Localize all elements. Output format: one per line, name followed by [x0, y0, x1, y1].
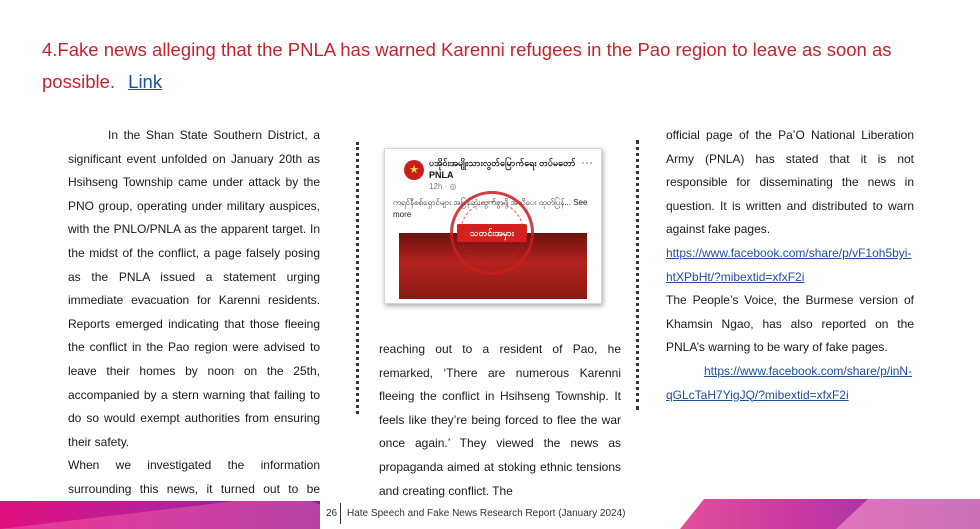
paragraph: official page of the Pa’O National Liberation Army (PNLA) has stated that it is not responsible for disseminating the news in question. It is written and distributed to warn against fake pages. — [666, 128, 914, 237]
text-column-right — [666, 124, 914, 407]
paragraph: In the Shan State Southern District, a significant event unfolded on January 20th as Hsihseng Township came under attack by the PNO group, operating under military auspices, with the PNLO/PNLA as the apparent target. In the midst of the conflict, a page falsely posing as the PNLA issued a statement urging immediate evacuation for Karenni residents. Reports emerged indicating that those fleeing the conflict in the Pao region were advised to leave their homes by noon on the 25th, accompanied by a stern warning that failing to do so would exempt authorities from ensuring their safety. — [68, 128, 320, 449]
fake-news-stamp — [450, 191, 534, 275]
section-heading — [42, 34, 942, 98]
source-link[interactable]: Link — [128, 71, 163, 92]
page-number: 26 — [326, 508, 338, 519]
column-divider — [636, 140, 639, 410]
post-time: 12h · ◎ — [429, 182, 457, 191]
column-divider — [356, 142, 359, 414]
post-page-name — [429, 157, 575, 181]
text-column-middle — [379, 338, 621, 503]
more-options-icon: ··· — [581, 155, 593, 169]
paragraph: When we investigated the information surrounding this news, it turned out to be — [68, 458, 320, 496]
facebook-link[interactable]: https://www.facebook.com/share/p/vF1oh5byi-htXPbHt/?mibextid=xfxF2i — [666, 245, 912, 284]
paragraph: The People’s Voice, the Burmese version of Khamsin Ngao, has also reported on the PNLA’s warning to be wary of fake pages. — [666, 293, 914, 355]
text-column-left — [68, 124, 320, 525]
heading-text: 4.Fake news alleging that the PNLA has warned Karenni refugees in the Pao region to leave as soon as possible. — [42, 39, 892, 92]
report-title: Hate Speech and Fake News Research Report (January 2024) — [347, 508, 626, 519]
post-caption: ကရင်နီစစ်ရှောင်များ အမြန်ဆုံးထွက်ခွာဖို့ အသိပေး ထုတ်ပြန်... See more — [393, 198, 588, 219]
paragraph: reaching out to a resident of Pao, he remarked, ‘There are numerous Karenni fleeing the conflict in Hsihseng Township. It feels like they’re being forced to flee the war once again.’ They viewed the news as propaganda aimed at stoking ethnic tensions and creating conflict. The — [379, 342, 621, 498]
facebook-link[interactable]: https://www.facebook.com/share/p/inN-qGLcTaH7YigJQ/?mibextid=xfxF2i — [666, 363, 913, 402]
page-name-latin: PNLA — [429, 170, 454, 180]
page-name-burmese: ပအိုဝ်းအမျိုးသားလွတ်မြောက်ရေး တပ်မတော် — [429, 158, 576, 168]
star-icon: ★ — [404, 160, 424, 180]
footer-separator — [340, 503, 341, 524]
stamp-label: သတင်းအမှား — [457, 224, 527, 242]
